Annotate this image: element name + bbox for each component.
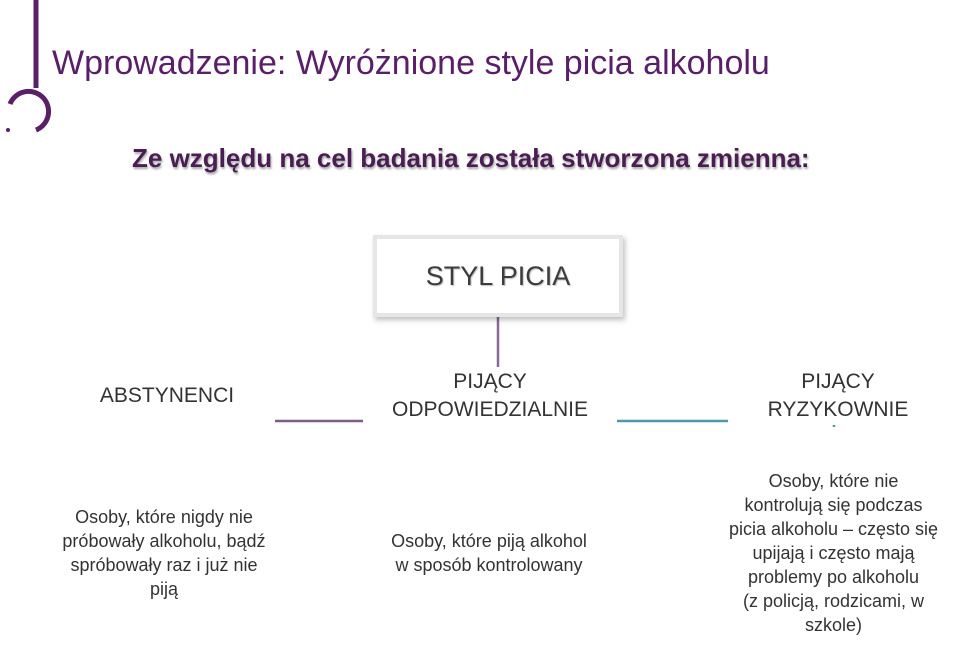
description-ryzykownie-line: upijają i często mają xyxy=(752,543,915,563)
description-ryzykownie-line: picia alkoholu – często się xyxy=(728,519,939,539)
category-odpowiedzialnie-label-line-1: PIJĄCY xyxy=(453,370,527,393)
category-pijacy-ryzykownie xyxy=(728,367,948,425)
category-ryzykownie-label-line-1: PIJĄCY xyxy=(801,370,875,393)
description-abstynenci-line: Osoby, które nigdy nie xyxy=(75,507,253,527)
description-abstynenci xyxy=(42,452,286,654)
description-abstynenci-line: spróbowały raz i już nie xyxy=(70,555,258,575)
description-ryzykownie-line: problemy po alkoholu xyxy=(747,567,920,587)
description-ryzykownie-line: (z policją, rodzicami, w xyxy=(742,591,925,611)
category-pijacy-odpowiedzialnie xyxy=(363,367,617,425)
description-ryzykownie xyxy=(710,452,957,654)
root-node xyxy=(373,235,623,317)
description-abstynenci-line: piją xyxy=(149,579,178,599)
description-ryzykownie-line: Osoby, które nie xyxy=(768,471,899,491)
category-ryzykownie-label-line-2: RYZYKOWNIE xyxy=(767,398,909,421)
category-abstynenci xyxy=(59,367,275,425)
description-odpowiedzialnie xyxy=(366,452,612,654)
description-odpowiedzialnie-line: Osoby, które piją alkohol xyxy=(391,531,587,551)
description-abstynenci-line: próbowały alkoholu, bądź xyxy=(62,531,266,551)
page-title: Wprowadzenie: Wyróżnione style picia alkoholu xyxy=(52,44,770,82)
category-odpowiedzialnie-label-line-2: ODPOWIEDZIALNIE xyxy=(391,398,589,421)
subtitle: Ze względu na cel badania została stworzona zmienna: xyxy=(132,143,810,173)
category-abstynenci-label: ABSTYNENCI xyxy=(99,384,235,407)
description-odpowiedzialnie-line: w sposób kontrolowany xyxy=(395,555,583,575)
root-label: STYL PICIA xyxy=(425,260,571,291)
description-ryzykownie-line: szkole) xyxy=(804,615,862,635)
description-ryzykownie-line: kontrolują się podczas xyxy=(744,495,923,515)
